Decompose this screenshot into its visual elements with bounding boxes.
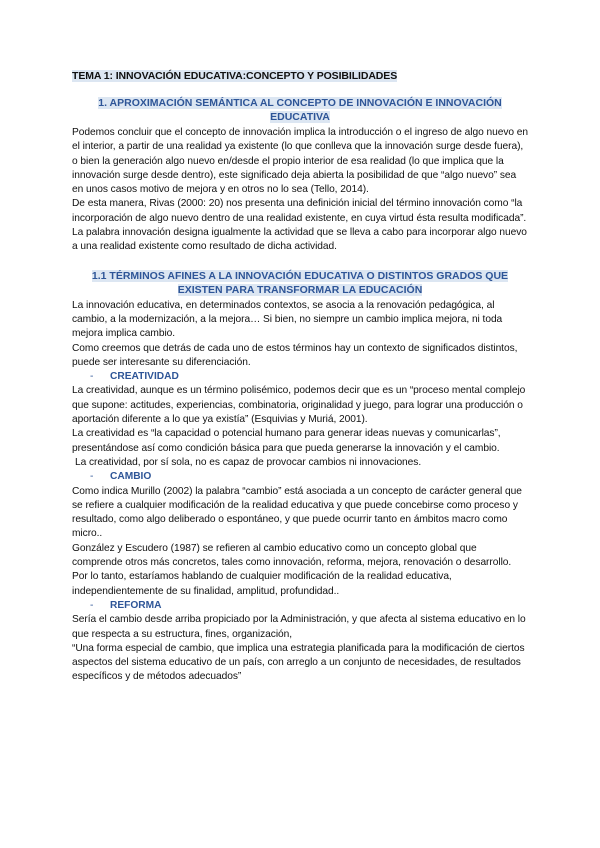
- bullet-term: REFORMA: [110, 599, 162, 611]
- paragraph: González y Escudero (1987) se refieren al cambio educativo como un concepto global que comprende otros más concretos, tales como innovación, reforma, mejora, renovación o desarrollo. Por lo tanto, estaríamos hablando de cualquier modificación de la realidad educativa, independientemente de su finalidad, amplitud, profundidad..: [72, 542, 512, 597]
- bullet-dash: -: [90, 599, 94, 611]
- paragraph: La creatividad es “la capacidad o potencial humano para generar ideas nuevas y comunicarlas”, presentándose así como condición básica para que pueda generarse la innovación y el cambio.: [72, 428, 501, 454]
- bullet-term: CREATIVIDAD: [110, 371, 179, 383]
- bullet-term: CAMBIO: [110, 471, 152, 483]
- section-1-heading: 1. APROXIMACIÓN SEMÁNTICA AL CONCEPTO DE INNOVACIÓN E INNOVACIÓN EDUCATIVA: [98, 97, 502, 123]
- bullet-cambio: [90, 470, 528, 484]
- paragraph: Como indica Murillo (2002) la palabra “cambio” está asociada a un concepto de carácter general que se refiere a cualquier modificación de la realidad educativa y que puede concebirse como proceso y resultado, como algo deliberado o espontáneo, y que puede ocurrir tanto en ámbitos macro como micro..: [72, 485, 522, 540]
- paragraph: La palabra innovación designa igualmente la actividad que se lleva a cabo para incorporar algo nuevo a una realidad existente como resultado de dicha actividad.: [72, 227, 527, 253]
- paragraph: Como creemos que detrás de cada uno de estos términos hay un contexto de significados distintos, puede ser interesante su diferenciación.: [72, 342, 518, 368]
- paragraph: De esta manera, Rivas (2000: 20) nos presenta una definición inicial del término innovación como “la incorporación de algo nuevo dentro de una realidad existente, en cuya virtud ésta resulta modificada”.: [72, 198, 527, 224]
- bullet-creatividad: [90, 370, 528, 384]
- bullet-dash: -: [90, 471, 94, 483]
- paragraph: “Una forma especial de cambio, que implica una estrategia planificada para la modificación de ciertos aspectos del sistema educativo de un país, con arreglo a un conjunto de necesidades, de resultados específicos y de métodos adecuados”: [72, 642, 525, 683]
- paragraph: La creatividad, por sí sola, no es capaz de provocar cambios ni innovaciones.: [75, 456, 422, 468]
- document-page: [72, 70, 528, 685]
- paragraph: Podemos concluir que el concepto de innovación implica la introducción o el ingreso de algo nuevo en el interior, a partir de una realidad ya existente (lo que conlleva que la innovación surge desde fuera), o bien la generación algo nuevo en/desde el propio interior de esa realidad (lo que implica que la innovación surge desde dentro), este significado deja abierta la posibilidad de que “algo nuevo” sea en unos casos motivo de mejora y en otros no lo sea (Tello, 2014).: [72, 127, 528, 196]
- document-title: TEMA 1: INNOVACIÓN EDUCATIVA:CONCEPTO Y POSIBILIDADES: [72, 70, 398, 82]
- paragraph: La creatividad, aunque es un término polisémico, podemos decir que es un “proceso mental complejo que supone: actitudes, experiencias, combinatoria, originalidad y juego, para lograr una producción o aportación diferente a lo que ya existía” (Esquivias y Muriá, 2001).: [72, 385, 526, 426]
- paragraph: Sería el cambio desde arriba propiciado por la Administración, y que afecta al sistema educativo en lo que respecta a su estructura, fines, organización,: [72, 614, 526, 640]
- section-1-1-heading: 1.1 TÉRMINOS AFINES A LA INNOVACIÓN EDUCATIVA O DISTINTOS GRADOS QUE EXISTEN PARA TRANSFORMAR LA EDUCACIÓN: [91, 269, 509, 296]
- paragraph: La innovación educativa, en determinados contextos, se asocia a la renovación pedagógica, al cambio, a la modernización, a la mejora… Si bien, no siempre un cambio implica mejora, ni toda mejora implica cambio.: [72, 299, 503, 340]
- bullet-reforma: [90, 599, 528, 613]
- bullet-dash: -: [90, 371, 94, 383]
